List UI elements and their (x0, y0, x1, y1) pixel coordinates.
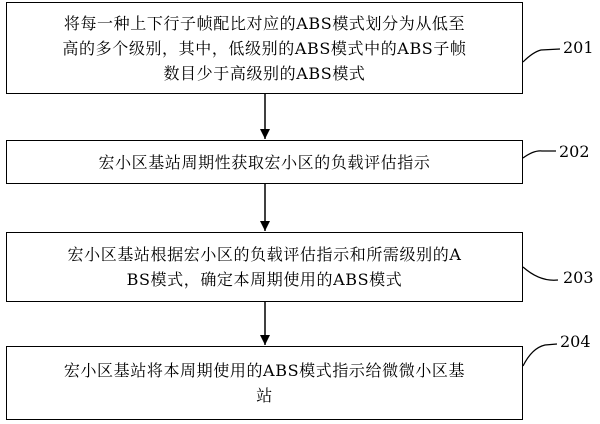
step-number-204: 204 (560, 332, 591, 351)
step-number-202: 202 (559, 142, 590, 161)
step-text-201: 将每一种上下行子帧配比对应的ABS模式划分为从低至 高的多个级别，其中，低级别的ABS模式中的ABS子帧 数目少于高级别的ABS模式 (62, 13, 467, 83)
step-text-202: 宏小区基站周期性获取宏小区的负载评估指示 (98, 152, 431, 172)
flow-arrowhead-201-202 (260, 129, 270, 139)
leader-line-202 (523, 151, 556, 158)
step-number-203: 203 (563, 268, 594, 287)
leader-line-203 (523, 267, 558, 280)
step-number-201: 201 (563, 38, 594, 57)
step-text-204: 宏小区基站将本周期使用的ABS模式指示给微微小区基 站 (63, 361, 466, 405)
step-text-203: 宏小区基站根据宏小区的负载评估指示和所需级别的A BS模式，确定本周期使用的ABS模式 (67, 245, 462, 289)
flow-arrowhead-203-204 (260, 335, 270, 345)
flow-arrowhead-202-203 (260, 221, 270, 231)
leader-line-201 (523, 49, 560, 62)
leader-line-204 (523, 344, 557, 366)
